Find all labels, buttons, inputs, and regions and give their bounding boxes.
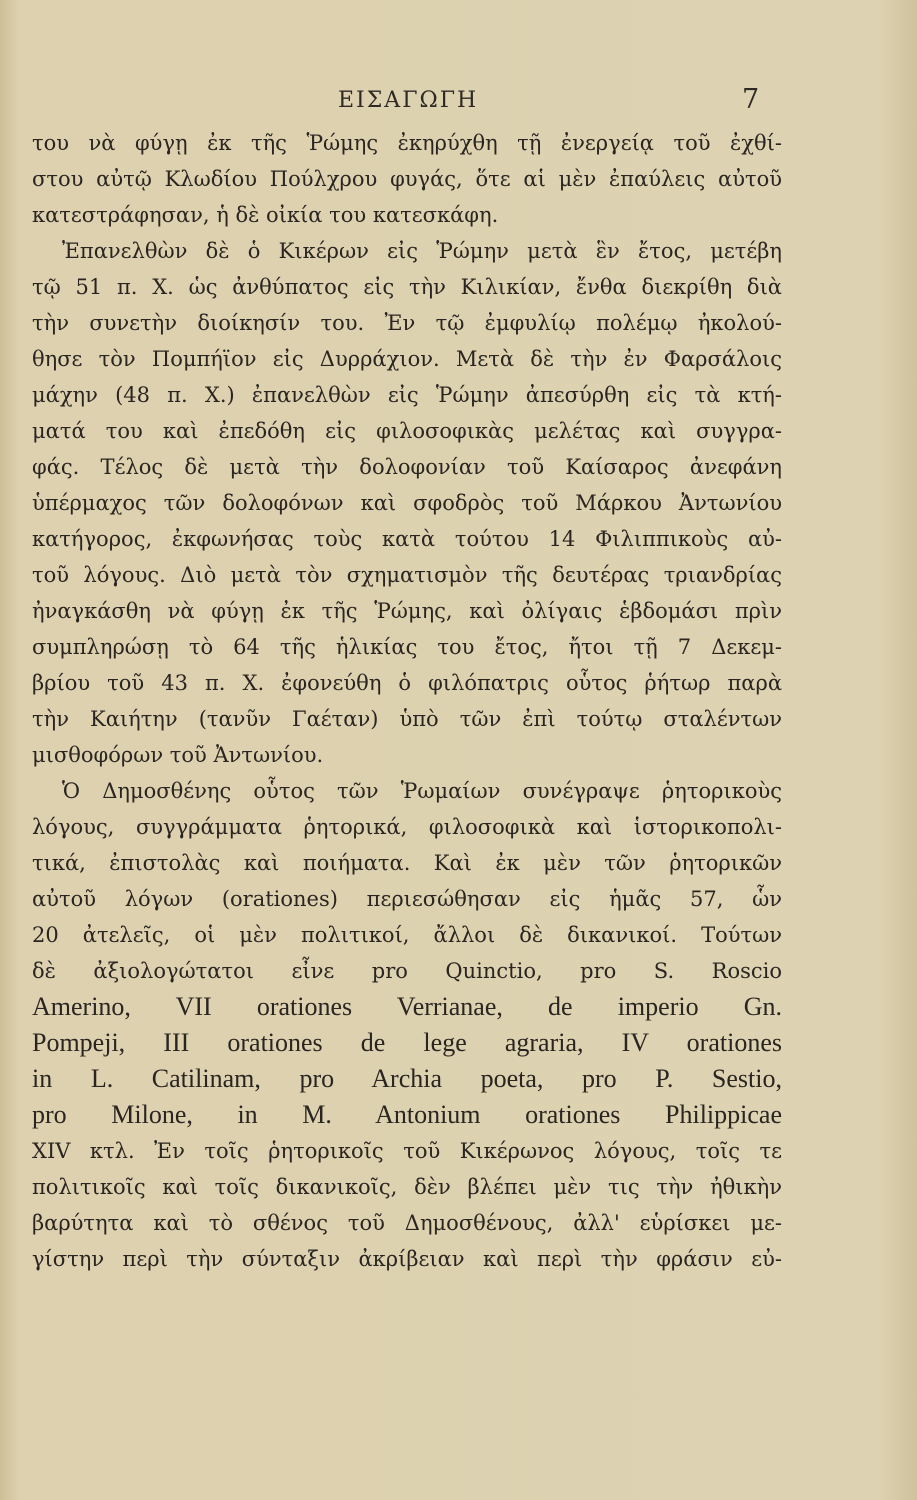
text-line: κατήγορος, ἐκφωνήσας τοὺς κατὰ τούτου 14 Φιλιππικοὺς αὐ-: [32, 527, 782, 551]
text-line: γίστην περὶ τὴν σύνταξιν ἀκρίβειαν καὶ περὶ τὴν φράσιν εὐ-: [32, 1247, 782, 1271]
text-line: συμπληρώσῃ τὸ 64 τῆς ἡλικίας του ἔτος, ἤτοι τῇ 7 Δεκεμ-: [32, 635, 782, 659]
text-line: λόγους, συγγράμματα ῥητορικά, φιλοσοφικὰ καὶ ἱστορικοπολι-: [32, 815, 782, 839]
text-line: in L. Catilinam, pro Archia poeta, pro P. Sestio,: [32, 1064, 782, 1093]
text-line: pro Milone, in M. Antonium orationes Philippicae: [32, 1100, 782, 1129]
text-line: ὑπέρμαχος τῶν δολοφόνων καὶ σφοδρὸς τοῦ Μάρκου Ἀντωνίου: [32, 491, 782, 515]
text-line: κατεστράφησαν, ἡ δὲ οἰκία του κατεσκάφη.: [32, 203, 499, 227]
text-line: μισθοφόρων τοῦ Ἀντωνίου.: [32, 743, 324, 767]
page-body-text: [32, 125, 782, 1277]
text-line: ἠναγκάσθη νὰ φύγῃ ἐκ τῆς Ῥώμης, καὶ ὀλίγαις ἑβδομάσι πρὶν: [32, 599, 782, 623]
page-number: 7: [742, 84, 760, 115]
text-line: βαρύτητα καὶ τὸ σθένος τοῦ Δημοσθένους, ἀλλ' εὑρίσκει με-: [32, 1211, 782, 1235]
text-line: τῷ 51 π. Χ. ὡς ἀνθύπατος εἰς τὴν Κιλικίαν, ἔνθα διεκρίθη διὰ: [32, 275, 782, 299]
page-header: [0, 84, 917, 128]
text-line: Ἐπανελθὼν δὲ ὁ Κικέρων εἰς Ῥώμην μετὰ ἓν ἔτος, μετέβη: [62, 239, 782, 263]
text-line: φάς. Τέλος δὲ μετὰ τὴν δολοφονίαν τοῦ Καίσαρος ἀνεφάνη: [32, 455, 782, 479]
text-line: πολιτικοῖς καὶ τοῖς δικανικοῖς, δὲν βλέπει μὲν τις τὴν ἠθικὴν: [32, 1175, 782, 1199]
text-line: ματά του καὶ ἐπεδόθη εἰς φιλοσοφικὰς μελέτας καὶ συγγρα-: [32, 419, 782, 443]
running-title: ΕΙΣΑΓΩΓΗ: [338, 88, 479, 113]
text-line: τικά, ἐπιστολὰς καὶ ποιήματα. Καὶ ἐκ μὲν τῶν ῥητορικῶν: [32, 851, 782, 875]
text-line: βρίου τοῦ 43 π. Χ. ἐφονεύθη ὁ φιλόπατρις οὗτος ῥήτωρ παρὰ: [32, 671, 782, 695]
text-line: θησε τὸν Πομπήϊον εἰς Δυρράχιον. Μετὰ δὲ τὴν ἐν Φαρσάλοις: [32, 347, 782, 371]
text-line: Pompeji, III orationes de lege agraria, IV orationes: [32, 1028, 782, 1057]
text-line: Ὁ Δημοσθένης οὗτος τῶν Ῥωμαίων συνέγραψε ῥητορικοὺς: [62, 779, 782, 803]
text-line: τοῦ λόγους. Διὸ μετὰ τὸν σχηματισμὸν τῆς δευτέρας τριανδρίας: [32, 563, 782, 587]
text-line: τὴν Καιήτην (τανῦν Γαέταν) ὑπὸ τῶν ἐπὶ τούτῳ σταλέντων: [32, 707, 782, 731]
text-line: XIV κτλ. Ἐν τοῖς ῥητορικοῖς τοῦ Κικέρωνος λόγους, τοῖς τε: [32, 1139, 782, 1163]
text-line: τὴν συνετὴν διοίκησίν του. Ἐν τῷ ἐμφυλίῳ πολέμῳ ἠκολού-: [32, 311, 782, 335]
text-line: μάχην (48 π. Χ.) ἐπανελθὼν εἰς Ῥώμην ἀπεσύρθη εἰς τὰ κτή-: [32, 383, 782, 407]
text-line: 20 ἀτελεῖς, οἱ μὲν πολιτικοί, ἄλλοι δὲ δικανικοί. Τούτων: [32, 923, 782, 947]
text-line: δὲ ἀξιολογώτατοι εἶνε pro Quinctio, pro S. Roscio: [32, 959, 782, 983]
text-line: αὐτοῦ λόγων (orationes) περιεσώθησαν εἰς ἡμᾶς 57, ὧν: [32, 887, 782, 911]
text-line: Amerino, VII orationes Verrianae, de imperio Gn.: [32, 992, 782, 1021]
text-line: στου αὐτῷ Κλωδίου Πούλχρου φυγάς, ὅτε αἱ μὲν ἐπαύλεις αὐτοῦ: [32, 167, 782, 191]
text-line: του νὰ φύγῃ ἐκ τῆς Ῥώμης ἐκηρύχθη τῇ ἐνεργείᾳ τοῦ ἐχθί-: [32, 131, 782, 155]
